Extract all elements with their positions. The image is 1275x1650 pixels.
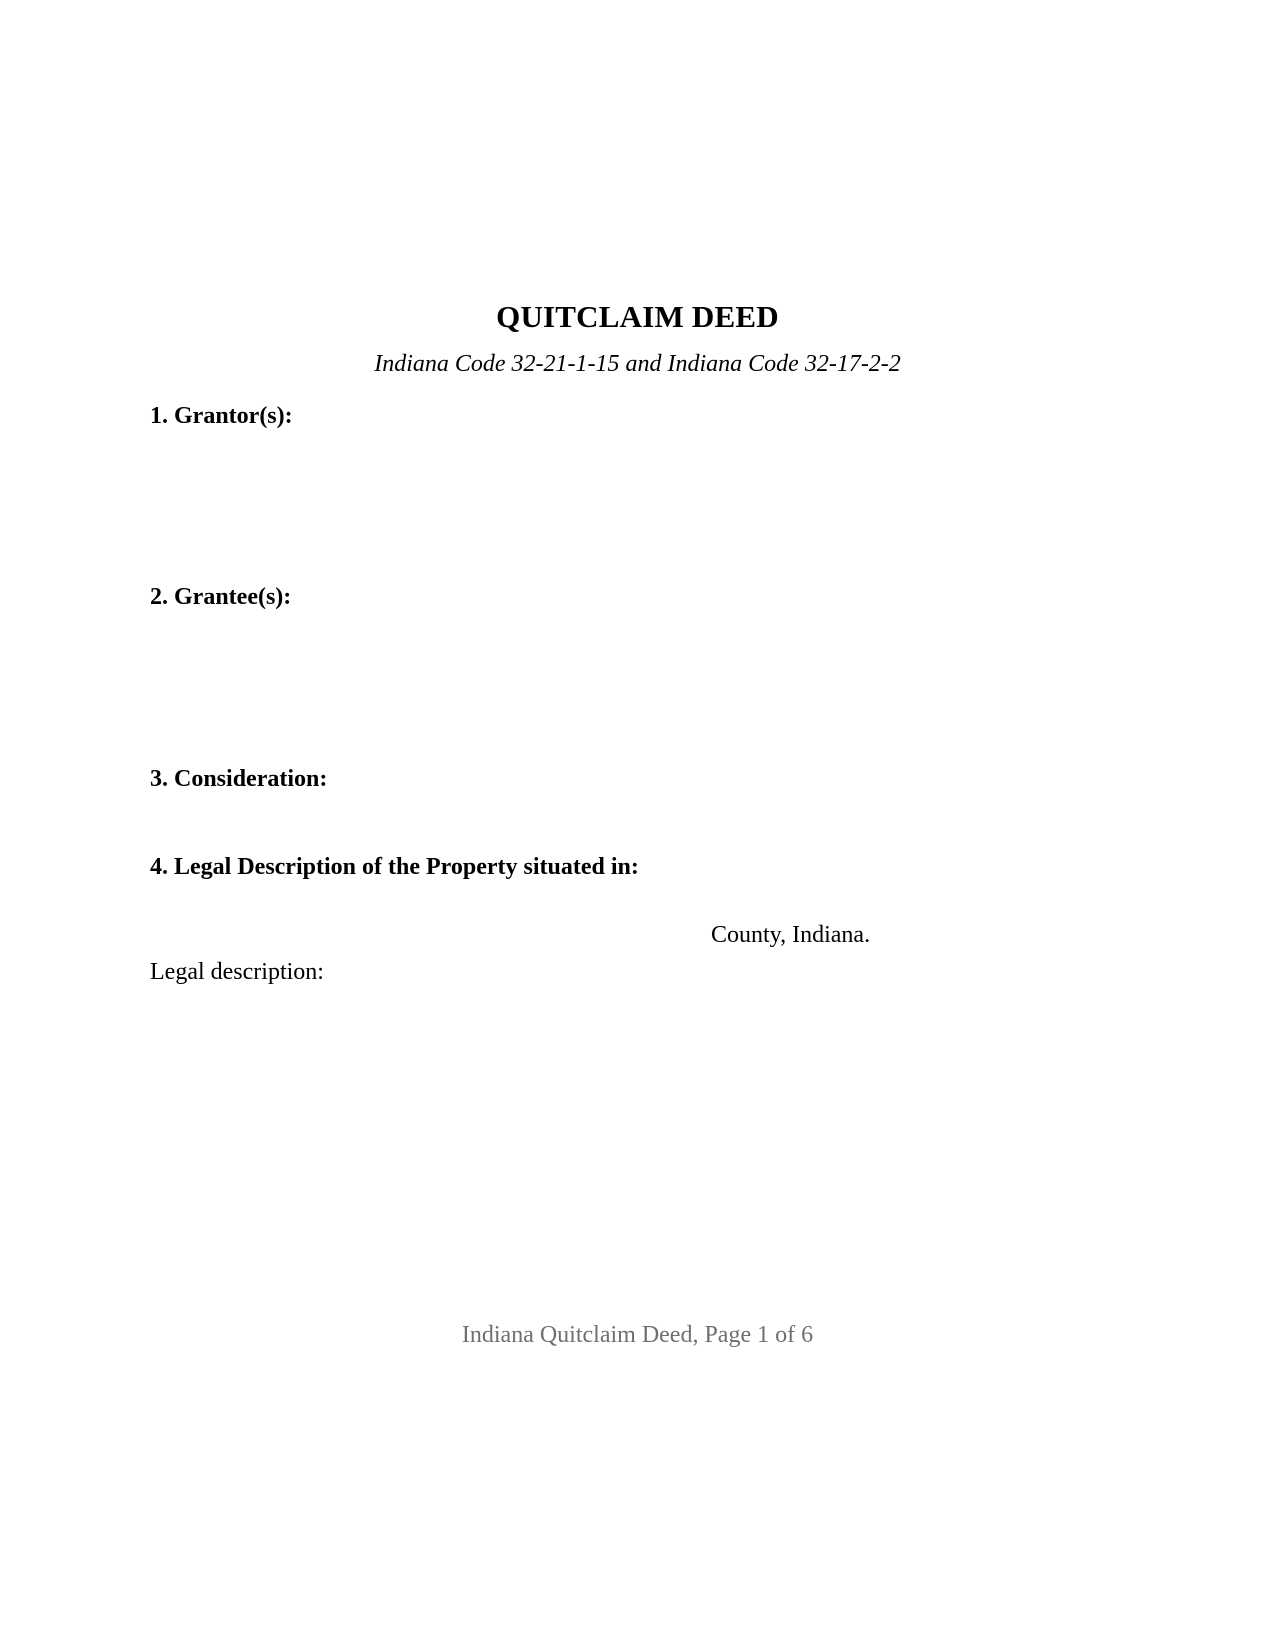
grantor-heading: 1. Grantor(s): [150, 403, 293, 429]
legal-description-heading: 4. Legal Description of the Property situated in: [150, 854, 639, 880]
page-footer: Indiana Quitclaim Deed, Page 1 of 6 [461, 1322, 814, 1348]
consideration-heading: 3. Consideration: [150, 766, 328, 792]
county-line: County, Indiana. [711, 922, 871, 948]
document-title: QUITCLAIM DEED [496, 299, 779, 334]
grantee-heading: 2. Grantee(s): [150, 584, 292, 610]
statute-reference: Indiana Code 32-21-1-15 and Indiana Code 32-17-2-2 [374, 351, 901, 377]
legal-description-label: Legal description: [150, 959, 324, 985]
